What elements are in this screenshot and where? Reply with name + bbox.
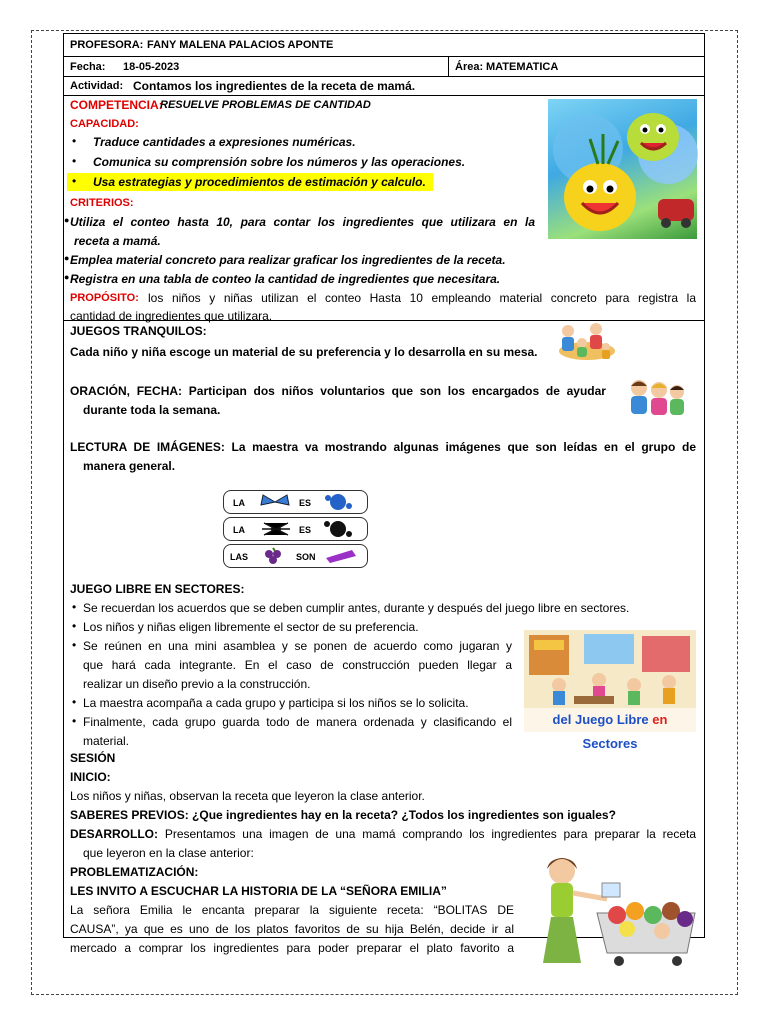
proposito-label: PROPÓSITO: (70, 292, 139, 304)
lesson-plan-table (63, 33, 705, 955)
reading-card (223, 490, 368, 514)
oracion-title: ORACIÓN, FECHA: (70, 384, 183, 398)
paint-splash-black-icon (322, 519, 354, 539)
bullet-icon: ● (64, 272, 70, 282)
oracion-text (70, 383, 606, 399)
historia-text: mercado a comprar los ingredientes para poder preparar el plato favorito a (70, 941, 514, 955)
capacidad-item-highlighted: Usa estrategias y procedimientos de estimación y calculo. (93, 175, 426, 189)
reading-card-word: LA (233, 498, 245, 508)
classroom-illustration (524, 630, 696, 708)
juego-libre-item: Los niños y niñas eligen libremente el sector de su preferencia. (83, 620, 419, 634)
actividad-label: Actividad: (70, 80, 124, 92)
bullet-icon: ● (64, 215, 70, 225)
historia-title: LES INVITO A ESCUCHAR LA HISTORIA DE LA “SEÑORA EMILIA” (70, 884, 447, 898)
area-value: MATEMATICA (486, 61, 559, 73)
juego-libre-banner (524, 708, 696, 751)
oracion-text-1: Participan dos niños voluntarios que son los encargados de ayudar (188, 384, 606, 398)
criterio-item: Emplea material concreto para realizar graficar los ingredientes de la receta. (70, 253, 506, 267)
profesora-value: FANY MALENA PALACIOS APONTE (147, 39, 334, 51)
children-praying-image (625, 377, 689, 419)
reading-card-word: SON (296, 552, 316, 562)
fecha-label: Fecha: (70, 61, 106, 73)
oracion-text-cont: durante toda la semana. (83, 403, 221, 417)
bullet-icon: • (72, 638, 77, 652)
reading-card-word: ES (299, 525, 312, 535)
lectura-title: LECTURA DE IMÁGENES: (70, 440, 225, 454)
banner-word: en (652, 712, 668, 727)
juego-libre-image (524, 630, 696, 751)
cartoon-fruit-image (548, 99, 697, 239)
bullet-icon: • (72, 600, 77, 614)
actividad-row (64, 77, 704, 96)
criterios-label: CRITERIOS: (70, 197, 134, 209)
proposito-text: los niños y niñas utilizan el conteo Hasta 10 empleando material concreto para registra la (148, 291, 696, 305)
criterio-item: Registra en una tabla de conteo la cantidad de ingredientes que necesitara. (70, 272, 501, 286)
bullet-icon: • (72, 695, 77, 709)
competencia-value: RESUELVE PROBLEMAS DE CANTIDAD (160, 99, 371, 111)
activities-section (64, 321, 704, 955)
criterio-item: Utiliza el conteo hasta 10, para contar los ingredientes que utilizara en la (70, 215, 535, 229)
juegos-text: Cada niño y niña escoge un material de su preferencia y lo desarrolla en su mesa. (70, 345, 538, 359)
banner-word: del (552, 712, 572, 727)
bullet-icon: • (72, 619, 77, 633)
desarrollo-text-cont: que leyeron en la clase anterior: (83, 846, 254, 860)
reading-card (223, 517, 368, 541)
sesion-heading: SESIÓN (70, 751, 116, 765)
capacidad-item: Comunica su comprensión sobre los números y las operaciones. (93, 155, 466, 169)
juego-libre-item: Se recuerdan los acuerdos que se deben cumplir antes, durante y después del juego libre en sectores. (83, 601, 630, 615)
actividad-value: Contamos los ingredientes de la receta de mamá. (133, 79, 416, 93)
juegos-title: JUEGOS TRANQUILOS: (70, 324, 207, 338)
profesora-row (64, 34, 704, 57)
lectura-text-1: La maestra va mostrando algunas imágenes que son leídas en el grupo de (231, 440, 696, 454)
banner-word: Juego Libre (574, 712, 649, 727)
criterio-item-cont: receta a mamá. (74, 234, 161, 248)
inicio-text: Los niños y niñas, observan la receta que leyeron la clase anterior. (70, 789, 425, 803)
bullet-icon: • (72, 714, 77, 728)
mother-shopping-image (527, 853, 702, 968)
juego-libre-item-cont: realizar un diseño previo a la construcción. (83, 677, 311, 691)
reading-card-word: ES (299, 498, 312, 508)
paint-splash-blue-icon (322, 492, 354, 512)
historia-text: La señora Emilia le encanta preparar la siguiente receta: “BOLITAS DE (70, 903, 514, 917)
paint-stroke-purple-icon (324, 548, 358, 564)
grapes-icon (260, 547, 286, 567)
proposito-text-cont: cantidad de ingredientes que utilizara. (70, 309, 273, 323)
banner-word: Sectores (582, 736, 638, 751)
juego-libre-item: Finalmente, cada grupo guarda todo de manera ordenada y clasificando el (83, 715, 512, 729)
juego-libre-item-cont: que hará cada integrante. En el caso de construcción pueden llegar a (83, 658, 512, 672)
profesora-label: PROFESORA: (70, 39, 144, 51)
competencia-section (64, 96, 704, 321)
saberes-previos: SABERES PREVIOS: ¿Que ingredientes hay en la receta? ¿Todos los ingredientes son iguales? (70, 808, 616, 822)
historia-text: CAUSA”, ya que es uno de los platos favoritos de su hija Belén, decide ir al (70, 922, 514, 936)
bullet-icon: ● (64, 253, 70, 263)
reading-card-word: LAS (230, 552, 248, 562)
bullet-icon: • (72, 154, 77, 168)
lectura-text-cont: manera general. (83, 459, 176, 473)
reading-card (223, 544, 368, 568)
problematizacion-heading: PROBLEMATIZACIÓN: (70, 865, 199, 879)
inicio-heading: INICIO: (70, 770, 111, 784)
desarrollo-text-1: Presentamos una imagen de una mamá comprando los ingredientes para preparar la receta (164, 827, 696, 841)
bullet-icon: • (72, 174, 77, 188)
spider-icon (262, 519, 290, 539)
juego-libre-title: JUEGO LIBRE EN SECTORES: (70, 582, 245, 596)
fecha-value: 18-05-2023 (123, 61, 180, 73)
lectura-text (70, 439, 696, 455)
fecha-divider (448, 57, 449, 76)
butterfly-icon (259, 493, 291, 511)
juego-libre-item: Se reúnen en una mini asamblea y se ponen de acuerdo como jugaran y (83, 639, 512, 653)
bullet-icon: • (72, 134, 77, 148)
juego-libre-item: La maestra acompaña a cada grupo y participa si los niños se lo solicita. (83, 696, 469, 710)
area-label: Área: (455, 61, 484, 73)
reading-card-word: LA (233, 525, 245, 535)
kids-playing-image (556, 321, 618, 363)
fecha-row (64, 57, 704, 77)
desarrollo-text (70, 826, 696, 842)
desarrollo-title: DESARROLLO: (70, 827, 158, 841)
capacidad-item: Traduce cantidades a expresiones numéricas. (93, 135, 356, 149)
competencia-label: COMPETENCIA: (70, 98, 163, 112)
juego-libre-item-cont: material. (83, 734, 130, 748)
capacidad-label: CAPACIDAD: (70, 118, 139, 130)
